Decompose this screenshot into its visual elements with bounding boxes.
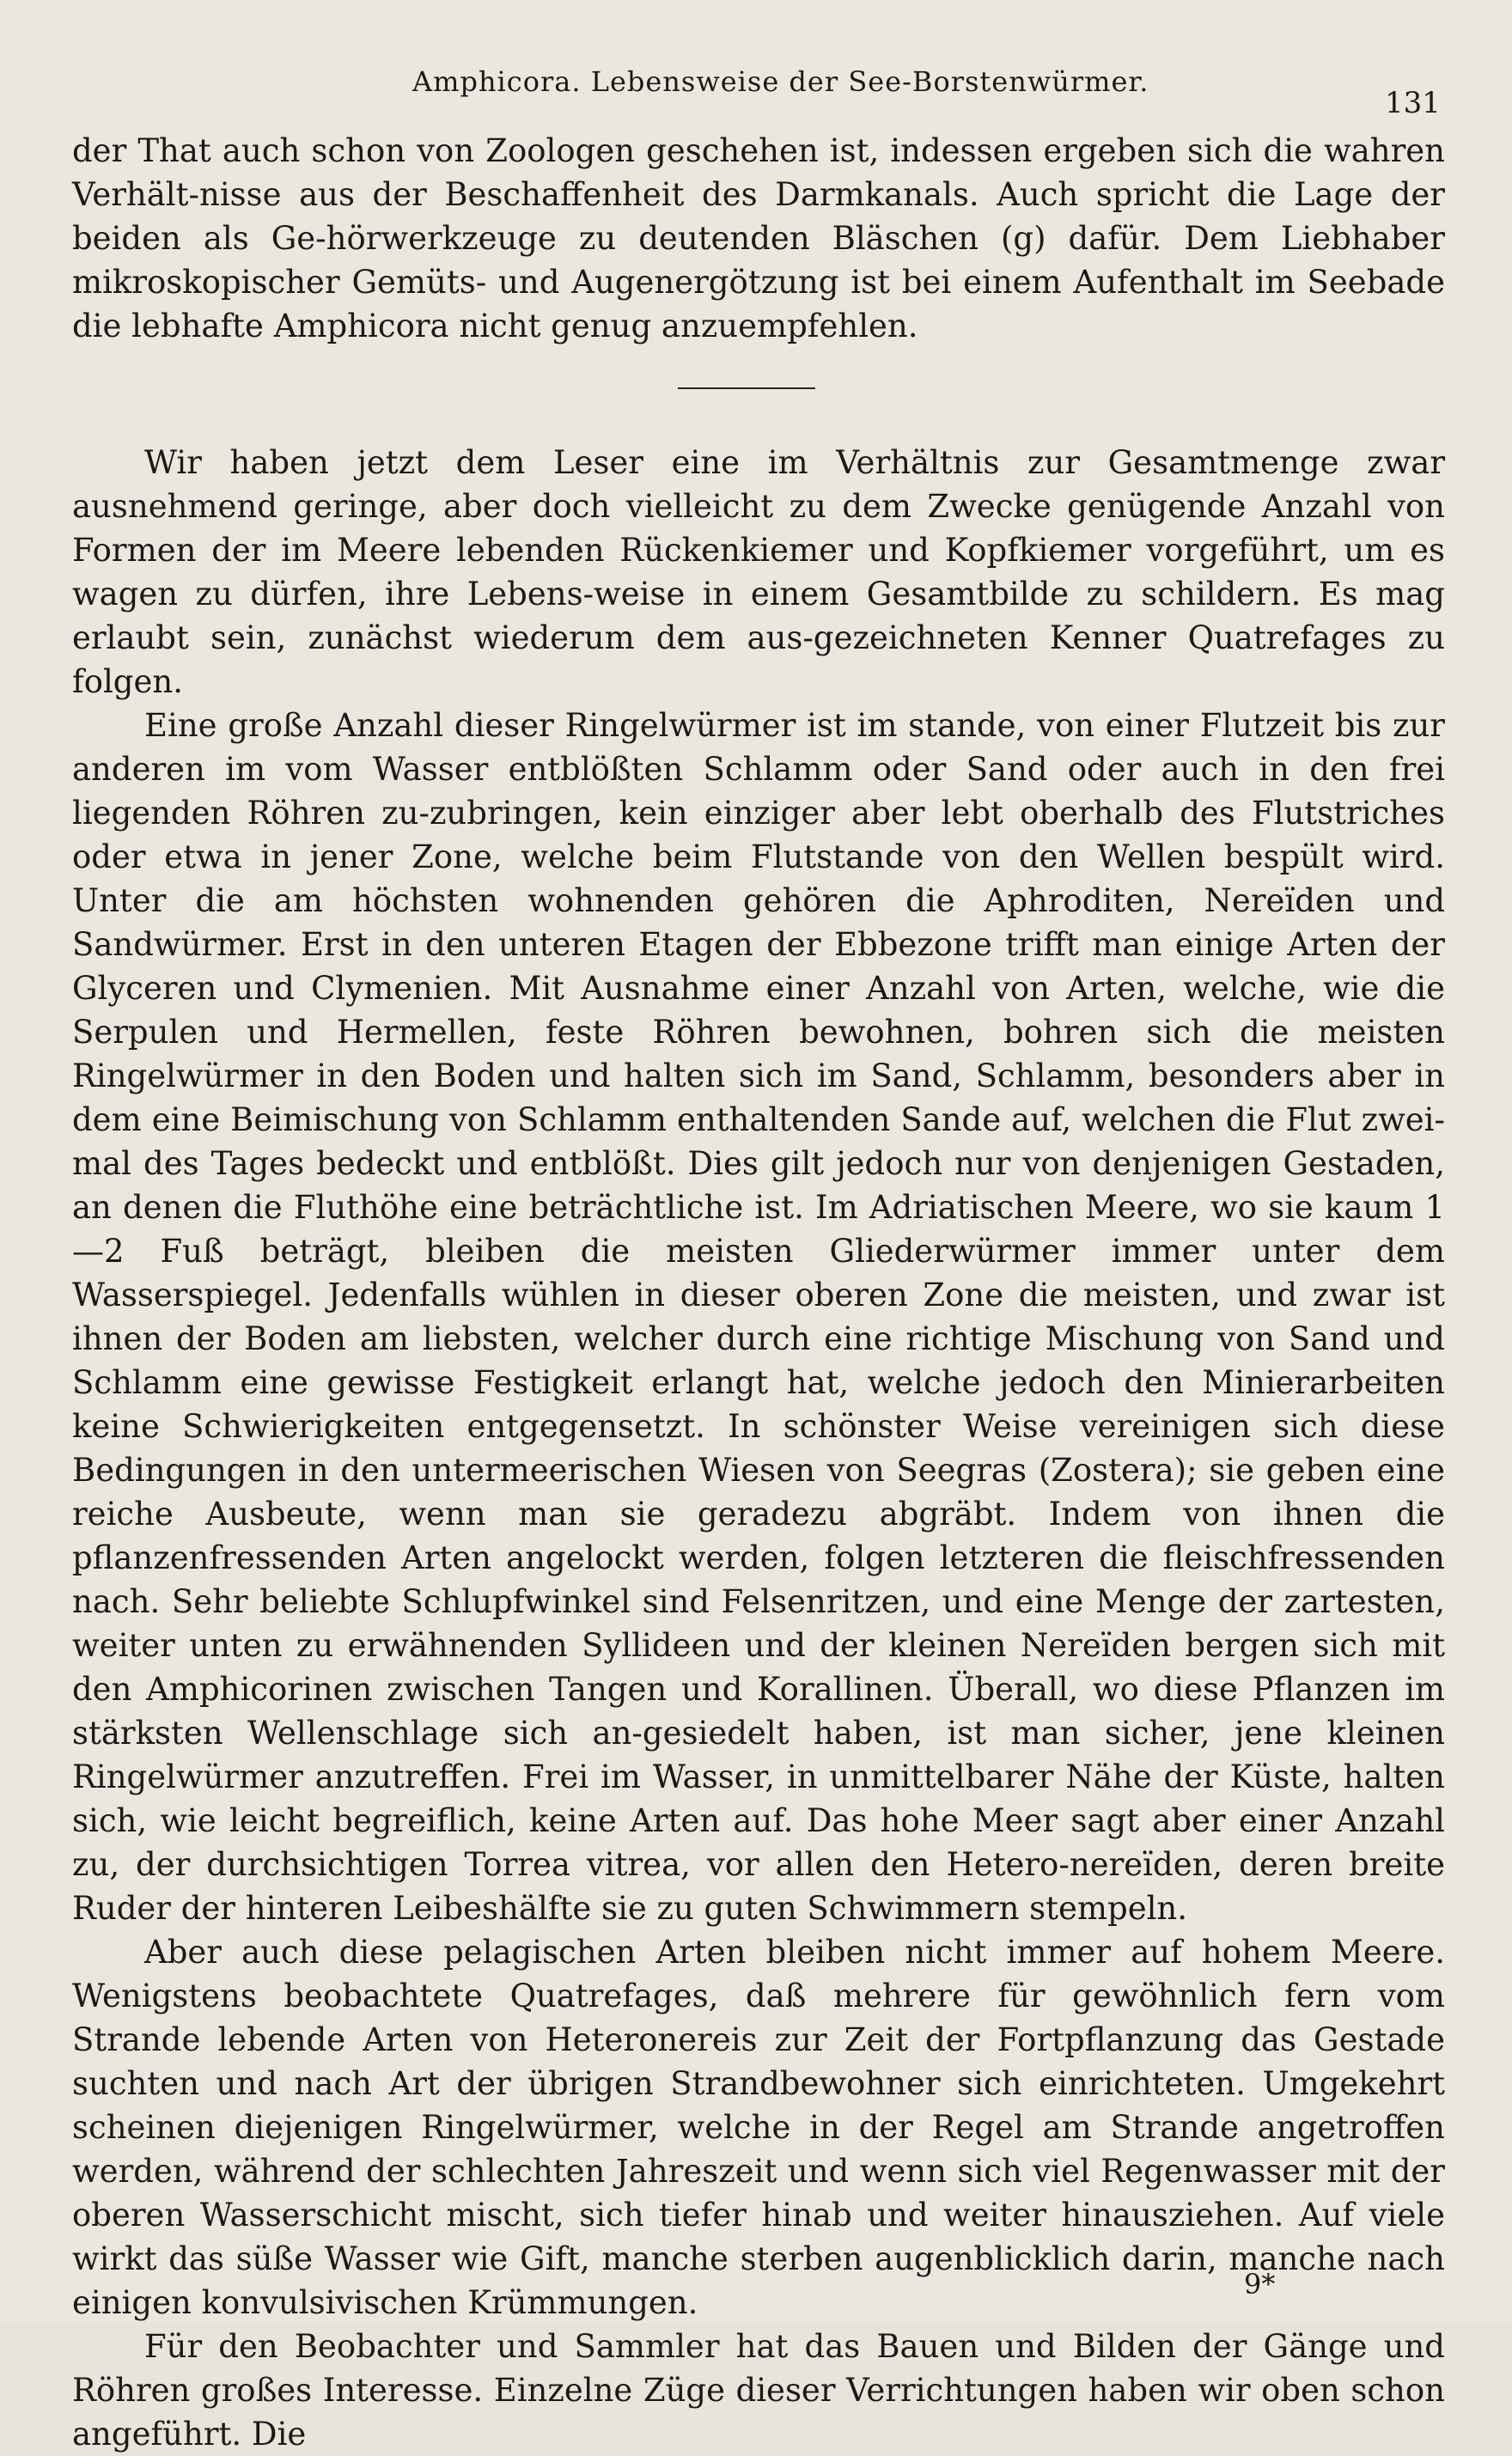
paragraph-continued: der That auch schon von Zoologen geschehen ist, indessen ergeben sich die wahren Verhält-nisse aus der Beschaffenheit des Darmkanals. Auch spricht die Lage der beiden als Ge-hörwerkzeuge zu deutenden Bläschen (g) dafür. Dem Liebhaber mikroskopischer Gemüts- und Augenergötzung ist bei einem Aufenthalt im Seebade die lebhafte Amphicora nicht genug anzuempfehlen.: [72, 132, 1445, 344]
signature-mark: 9*: [1244, 2268, 1276, 2301]
paragraph: Aber auch diese pelagischen Arten bleiben nicht immer auf hohem Meere. Wenigstens beobachtete Quatrefages, daß mehrere für gewöhnlich fern vom Strande lebende Arten von Heteronereis zur Zeit der Fortpflanzung das Gestade suchten und nach Art der übrigen Strandbewohner sich einrichteten. Umgekehrt scheinen diejenigen Ringelwürmer, welche in der Regel am Strande angetroffen werden, während der schlechten Jahreszeit und wenn sich viel Regenwasser mit der oberen Wasserschicht mischt, sich tiefer hinab und weiter hinausziehen. Auf viele wirkt das süße Wasser wie Gift, manche sterben augenblicklich darin, manche nach einigen konvulsivischen Krümmungen.: [72, 1934, 1445, 2321]
paragraph: Für den Beobachter und Sammler hat das Bauen und Bilden der Gänge und Röhren großes Interesse. Einzelne Züge dieser Verrichtungen haben wir oben schon angeführt. Die: [72, 2328, 1445, 2453]
page-number: 131: [1385, 86, 1441, 120]
body-text: [72, 129, 1445, 2456]
running-head: Amphicora. Lebensweise der See-Borstenwürmer.: [412, 65, 1149, 98]
paragraph: Wir haben jetzt dem Leser eine im Verhältnis zur Gesamtmenge zwar ausnehmend geringe, aber doch vielleicht zu dem Zwecke genügende Anzahl von Formen der im Meere lebenden Rückenkiemer und Kopfkiemer vorgeführt, um es wagen zu dürfen, ihre Lebens-weise in einem Gesamtbilde zu schildern. Es mag erlaubt sein, zunächst wiederum dem aus-gezeichneten Kenner Quatrefages zu folgen.: [72, 444, 1445, 700]
section-divider: [678, 387, 815, 389]
paragraph: Eine große Anzahl dieser Ringelwürmer ist im stande, von einer Flutzeit bis zur anderen im vom Wasser entblößten Schlamm oder Sand oder auch in den frei liegenden Röhren zu-zubringen, kein einziger aber lebt oberhalb des Flutstriches oder etwa in jener Zone, welche beim Flutstande von den Wellen bespült wird. Unter die am höchsten wohnenden gehören die Aphroditen, Nereïden und Sandwürmer. Erst in den unteren Etagen der Ebbezone trifft man einige Arten der Glyceren und Clymenien. Mit Ausnahme einer Anzahl von Arten, welche, wie die Serpulen und Hermellen, feste Röhren bewohnen, bohren sich die meisten Ringelwürmer in den Boden und halten sich im Sand, Schlamm, besonders aber in dem eine Beimischung von Schlamm enthaltenden Sande auf, welchen die Flut zwei-mal des Tages bedeckt und entblößt. Dies gilt jedoch nur von denjenigen Gestaden, an denen die Fluthöhe eine beträchtliche ist. Im Adriatischen Meere, wo sie kaum 1—2 Fuß beträgt, bleiben die meisten Gliederwürmer immer unter dem Wasserspiegel. Jedenfalls wühlen in dieser oberen Zone die meisten, und zwar ist ihnen der Boden am liebsten, welcher durch eine richtige Mischung von Sand und Schlamm eine gewisse Festigkeit erlangt hat, welche jedoch den Minierarbeiten keine Schwierigkeiten entgegensetzt. In schönster Weise vereinigen sich diese Bedingungen in den untermeerischen Wiesen von Seegras (Zostera); sie geben eine reiche Ausbeute, wenn man sie geradezu abgräbt. Indem von ihnen die pflanzenfressenden Arten angelockt werden, folgen letzteren die fleischfressenden nach. Sehr beliebte Schlupfwinkel sind Felsenritzen, und eine Menge der zartesten, weiter unten zu erwähnenden Syllideen und der kleinen Nereïden bergen sich mit den Amphicorinen zwischen Tangen und Korallinen. Überall, wo diese Pflanzen im stärksten Wellenschlage sich an-gesiedelt haben, ist man sicher, jene kleinen Ringelwürmer anzutreffen. Frei im Wasser, in unmittelbarer Nähe der Küste, halten sich, wie leicht begreiflich, keine Arten auf. Das hohe Meer sagt aber einer Anzahl zu, der durchsichtigen Torrea vitrea, vor allen den Hetero-nereïden, deren breite Ruder der hinteren Leibeshälfte sie zu guten Schwimmern stempeln.: [72, 707, 1445, 1927]
page-header: [0, 60, 1512, 120]
